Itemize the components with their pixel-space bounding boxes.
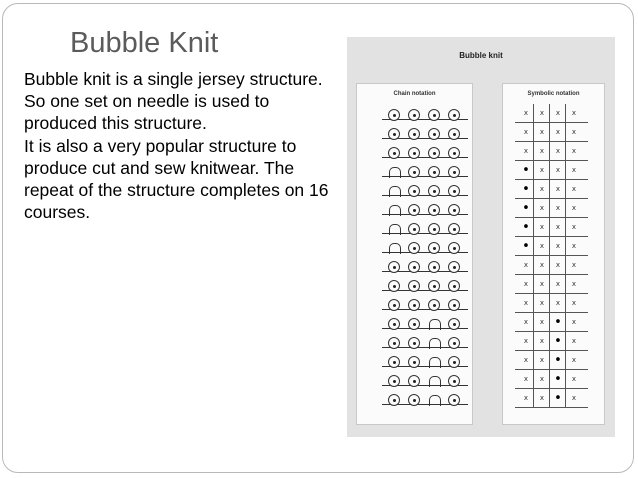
knit-symbol: x — [555, 280, 561, 288]
needle-dot — [453, 399, 456, 402]
needle-dot — [453, 190, 456, 193]
knit-symbol: x — [539, 166, 545, 174]
needle-dot — [413, 323, 416, 326]
loop-ring — [388, 394, 400, 406]
needle-dot — [413, 190, 416, 193]
loop-ring — [408, 147, 420, 159]
knit-symbol: x — [523, 147, 529, 155]
chain-course-row — [382, 334, 468, 350]
knit-symbol: x — [523, 337, 529, 345]
needle-dot — [413, 152, 416, 155]
knit-loop-icon — [408, 109, 420, 120]
loop-ring — [448, 185, 460, 197]
loop-ring — [448, 318, 460, 330]
loop-ring — [428, 109, 440, 121]
needle-dot — [433, 285, 436, 288]
knit-symbol: x — [539, 204, 545, 212]
knit-loop-icon — [448, 318, 460, 329]
needle-dot — [413, 266, 416, 269]
chain-course-row — [382, 201, 468, 217]
needle-dot — [413, 304, 416, 307]
tuck-arc — [389, 205, 401, 216]
chain-course-row — [382, 163, 468, 179]
needle-dot — [413, 399, 416, 402]
tuck-arc — [389, 167, 401, 178]
knit-loop-icon — [448, 166, 460, 177]
knit-loop-icon — [448, 375, 460, 386]
loop-ring — [448, 223, 460, 235]
knit-symbol: x — [571, 128, 577, 136]
loop-ring — [428, 299, 440, 311]
loop-ring — [408, 242, 420, 254]
loop-ring — [428, 185, 440, 197]
needle-dot — [393, 399, 396, 402]
loop-ring — [448, 147, 460, 159]
knit-symbol: x — [539, 394, 545, 402]
knit-symbol: x — [571, 337, 577, 345]
loop-ring — [408, 261, 420, 273]
knit-loop-icon — [388, 375, 400, 386]
knit-symbol: x — [539, 185, 545, 193]
knit-symbol: x — [555, 242, 561, 250]
symbolic-notation-panel — [502, 83, 605, 425]
loop-ring — [408, 128, 420, 140]
knit-loop-icon — [388, 147, 400, 158]
knit-loop-icon — [408, 318, 420, 329]
loop-ring — [388, 280, 400, 292]
chain-course-row — [382, 258, 468, 274]
loop-ring — [448, 394, 460, 406]
knit-symbol: x — [523, 128, 529, 136]
loop-ring — [408, 204, 420, 216]
chain-course-row — [382, 125, 468, 141]
tuck-symbol: • — [554, 353, 562, 368]
chain-course-row — [382, 182, 468, 198]
loop-ring — [448, 261, 460, 273]
knit-loop-icon — [408, 356, 420, 367]
knit-symbol: x — [523, 261, 529, 269]
knit-loop-icon — [448, 280, 460, 291]
tuck-arc — [429, 376, 441, 387]
knit-symbol: x — [523, 299, 529, 307]
knit-symbol: x — [539, 280, 545, 288]
loop-ring — [408, 337, 420, 349]
needle-dot — [453, 285, 456, 288]
loop-ring — [408, 299, 420, 311]
loop-ring — [428, 128, 440, 140]
knit-symbol: x — [571, 280, 577, 288]
tuck-symbol: • — [554, 391, 562, 406]
needle-dot — [433, 114, 436, 117]
knit-symbol: x — [539, 375, 545, 383]
knit-symbol: x — [571, 223, 577, 231]
grid-wale-line — [549, 104, 550, 408]
tuck-loop-icon — [428, 318, 440, 329]
knit-symbol: x — [571, 242, 577, 250]
needle-dot — [413, 247, 416, 250]
knit-symbol: x — [539, 147, 545, 155]
paragraph-1: Bubble knit is a single jersey structure. So one set on needle is used to produced this structure. — [24, 69, 323, 134]
tuck-symbol: • — [554, 372, 562, 387]
needle-dot — [433, 152, 436, 155]
tuck-arc — [429, 338, 441, 349]
tuck-loop-icon — [388, 166, 400, 177]
knit-loop-icon — [408, 204, 420, 215]
needle-dot — [453, 323, 456, 326]
knit-loop-icon — [388, 109, 400, 120]
knit-loop-icon — [408, 280, 420, 291]
loop-ring — [408, 318, 420, 330]
knit-symbol: x — [523, 375, 529, 383]
loop-ring — [388, 356, 400, 368]
chain-course-row — [382, 144, 468, 160]
needle-dot — [453, 209, 456, 212]
knit-loop-icon — [388, 318, 400, 329]
knit-symbol: x — [555, 185, 561, 193]
chain-course-row — [382, 239, 468, 255]
grid-wale-line — [565, 104, 566, 408]
loop-ring — [388, 128, 400, 140]
needle-dot — [413, 171, 416, 174]
knit-loop-icon — [448, 299, 460, 310]
knit-loop-icon — [408, 223, 420, 234]
knit-loop-icon — [428, 280, 440, 291]
loop-ring — [448, 299, 460, 311]
knit-loop-icon — [448, 356, 460, 367]
tuck-symbol: • — [554, 334, 562, 349]
knit-symbol: x — [539, 356, 545, 364]
loop-ring — [388, 261, 400, 273]
tuck-loop-icon — [388, 185, 400, 196]
knit-loop-icon — [408, 299, 420, 310]
loop-ring — [428, 204, 440, 216]
knit-loop-icon — [448, 147, 460, 158]
knit-symbol: x — [571, 375, 577, 383]
loop-ring — [388, 318, 400, 330]
knit-loop-icon — [428, 185, 440, 196]
knit-symbol: x — [571, 166, 577, 174]
knit-symbol: x — [571, 147, 577, 155]
knit-symbol: x — [539, 128, 545, 136]
loop-ring — [408, 280, 420, 292]
loop-ring — [448, 280, 460, 292]
symbolic-notation-title: Symbolic notation — [527, 91, 580, 97]
knit-symbol: x — [555, 261, 561, 269]
knit-symbol: x — [539, 109, 545, 117]
needle-dot — [413, 342, 416, 345]
knit-symbol: x — [555, 223, 561, 231]
needle-dot — [433, 304, 436, 307]
figure-title: Bubble knit — [459, 51, 503, 60]
knit-loop-icon — [428, 242, 440, 253]
knit-loop-icon — [428, 204, 440, 215]
knit-symbol: x — [555, 128, 561, 136]
needle-dot — [393, 266, 396, 269]
tuck-arc — [389, 224, 401, 235]
loop-ring — [408, 356, 420, 368]
knit-symbol: x — [571, 204, 577, 212]
knit-loop-icon — [388, 356, 400, 367]
knit-symbol: x — [571, 299, 577, 307]
knit-symbol: x — [539, 261, 545, 269]
knit-loop-icon — [448, 337, 460, 348]
knit-loop-icon — [428, 128, 440, 139]
knit-symbol: x — [539, 242, 545, 250]
knit-symbol: x — [555, 166, 561, 174]
loop-ring — [428, 166, 440, 178]
tuck-loop-icon — [388, 242, 400, 253]
needle-dot — [453, 114, 456, 117]
knit-symbol: x — [555, 147, 561, 155]
needle-dot — [453, 380, 456, 383]
knit-loop-icon — [428, 166, 440, 177]
loop-ring — [428, 147, 440, 159]
needle-dot — [413, 361, 416, 364]
needle-dot — [453, 304, 456, 307]
knit-loop-icon — [388, 337, 400, 348]
needle-dot — [453, 361, 456, 364]
knit-loop-icon — [388, 128, 400, 139]
knit-symbol: x — [571, 318, 577, 326]
symbolic-grid — [518, 104, 582, 408]
loop-ring — [448, 128, 460, 140]
needle-dot — [433, 228, 436, 231]
loop-ring — [448, 204, 460, 216]
needle-dot — [433, 209, 436, 212]
loop-ring — [408, 166, 420, 178]
chain-course-row — [382, 315, 468, 331]
tuck-arc — [429, 357, 441, 368]
knit-loop-icon — [448, 261, 460, 272]
knit-symbol: x — [555, 204, 561, 212]
needle-dot — [433, 190, 436, 193]
knit-symbol: x — [523, 109, 529, 117]
loop-ring — [448, 356, 460, 368]
knit-loop-icon — [428, 223, 440, 234]
knit-loop-icon — [388, 299, 400, 310]
needle-dot — [393, 380, 396, 383]
needle-dot — [433, 247, 436, 250]
needle-dot — [453, 228, 456, 231]
knit-loop-icon — [408, 147, 420, 158]
tuck-symbol: • — [522, 201, 530, 216]
loop-ring — [388, 147, 400, 159]
needle-dot — [393, 114, 396, 117]
knit-loop-icon — [388, 261, 400, 272]
needle-dot — [393, 133, 396, 136]
loop-ring — [448, 242, 460, 254]
needle-dot — [413, 114, 416, 117]
needle-dot — [393, 323, 396, 326]
knit-symbol: x — [571, 356, 577, 364]
knit-loop-icon — [428, 299, 440, 310]
loop-ring — [408, 109, 420, 121]
loop-ring — [388, 109, 400, 121]
tuck-arc — [389, 243, 401, 254]
loop-ring — [428, 223, 440, 235]
loop-ring — [408, 185, 420, 197]
needle-dot — [413, 285, 416, 288]
needle-dot — [393, 285, 396, 288]
needle-dot — [453, 247, 456, 250]
knit-loop-icon — [448, 242, 460, 253]
knit-symbol: x — [539, 223, 545, 231]
knit-loop-icon — [448, 109, 460, 120]
knit-loop-icon — [408, 375, 420, 386]
knit-symbol: x — [571, 394, 577, 402]
loop-ring — [388, 337, 400, 349]
knit-loop-icon — [408, 337, 420, 348]
loop-ring — [448, 375, 460, 387]
needle-dot — [413, 380, 416, 383]
chain-course-row — [382, 220, 468, 236]
tuck-loop-icon — [388, 223, 400, 234]
tuck-arc — [429, 395, 441, 406]
loop-ring — [388, 299, 400, 311]
knit-loop-icon — [408, 185, 420, 196]
tuck-arc — [389, 186, 401, 197]
knit-symbol: x — [539, 337, 545, 345]
tuck-symbol: • — [522, 239, 530, 254]
chain-course-row — [382, 391, 468, 407]
bubble-knit-figure — [347, 37, 615, 437]
loop-ring — [408, 223, 420, 235]
loop-ring — [428, 280, 440, 292]
grid-course-line — [515, 407, 588, 408]
knit-loop-icon — [408, 128, 420, 139]
needle-dot — [433, 266, 436, 269]
knit-loop-icon — [408, 166, 420, 177]
knit-symbol: x — [523, 280, 529, 288]
knit-loop-icon — [428, 261, 440, 272]
needle-dot — [453, 152, 456, 155]
loop-ring — [428, 242, 440, 254]
knit-symbol: x — [523, 318, 529, 326]
knit-loop-icon — [428, 147, 440, 158]
chain-notation-panel — [356, 83, 473, 425]
needle-dot — [453, 171, 456, 174]
chain-course-row — [382, 372, 468, 388]
paragraph-2: It is also a very popular structure to produce cut and sew knitwear. The repeat of the structure completes on 16 courses. — [24, 135, 329, 223]
slide-title: Bubble Knit — [70, 27, 219, 59]
tuck-arc — [429, 319, 441, 330]
knit-symbol: x — [539, 299, 545, 307]
knit-symbol: x — [555, 109, 561, 117]
needle-dot — [393, 152, 396, 155]
needle-dot — [413, 133, 416, 136]
knit-loop-icon — [428, 109, 440, 120]
loop-ring — [388, 375, 400, 387]
tuck-symbol: • — [522, 163, 530, 178]
chain-course-row — [382, 106, 468, 122]
knit-loop-icon — [388, 280, 400, 291]
tuck-loop-icon — [428, 356, 440, 367]
loop-ring — [408, 375, 420, 387]
needle-dot — [393, 361, 396, 364]
needle-dot — [393, 342, 396, 345]
chain-course-row — [382, 353, 468, 369]
chain-course-row — [382, 296, 468, 312]
needle-dot — [413, 228, 416, 231]
needle-dot — [433, 171, 436, 174]
knit-symbol: x — [523, 394, 529, 402]
loop-ring — [408, 394, 420, 406]
slide-body — [24, 68, 344, 223]
needle-dot — [453, 342, 456, 345]
knit-loop-icon — [448, 128, 460, 139]
knit-loop-icon — [388, 394, 400, 405]
needle-dot — [453, 266, 456, 269]
tuck-loop-icon — [428, 394, 440, 405]
knit-symbol: x — [555, 299, 561, 307]
loop-ring — [448, 166, 460, 178]
knit-symbol: x — [571, 261, 577, 269]
chain-course-row — [382, 277, 468, 293]
loop-ring — [448, 109, 460, 121]
tuck-loop-icon — [428, 375, 440, 386]
tuck-symbol: • — [554, 315, 562, 330]
knit-symbol: x — [523, 356, 529, 364]
knit-symbol: x — [571, 185, 577, 193]
knit-symbol: x — [539, 318, 545, 326]
grid-wale-line — [533, 104, 534, 408]
knit-loop-icon — [408, 394, 420, 405]
knit-loop-icon — [448, 185, 460, 196]
needle-dot — [433, 133, 436, 136]
tuck-loop-icon — [388, 204, 400, 215]
knit-loop-icon — [408, 261, 420, 272]
knit-loop-icon — [448, 394, 460, 405]
knit-symbol: x — [571, 109, 577, 117]
loop-ring — [448, 337, 460, 349]
loop-ring — [428, 261, 440, 273]
knit-loop-icon — [448, 204, 460, 215]
tuck-symbol: • — [522, 220, 530, 235]
knit-loop-icon — [408, 242, 420, 253]
tuck-symbol: • — [522, 182, 530, 197]
needle-dot — [413, 209, 416, 212]
knit-loop-icon — [448, 223, 460, 234]
needle-dot — [393, 304, 396, 307]
tuck-loop-icon — [428, 337, 440, 348]
needle-dot — [453, 133, 456, 136]
chain-notation-title: Chain notation — [393, 91, 436, 97]
